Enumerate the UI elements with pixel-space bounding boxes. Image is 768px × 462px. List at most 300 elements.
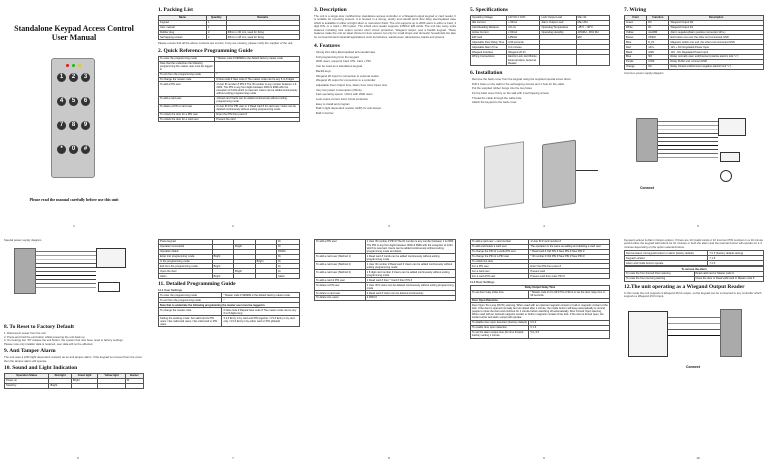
wire-line [36, 267, 96, 268]
user-row-cell: 2 User ID # Users can be deleted continuously without exiting programming mode [365, 283, 455, 291]
packing-title: 1. Packing List [158, 7, 193, 13]
spec-row-cell: EM [576, 35, 609, 40]
relay-title: Relay Output Delay Time [471, 285, 610, 290]
relay-label: To set door relay strike time [471, 290, 529, 298]
status-row [159, 274, 300, 279]
spec-row-cell [576, 55, 609, 66]
user-row-cell: 2 0000 # [365, 296, 455, 301]
quick-row-cell: To unlock the door for a card user [159, 117, 215, 122]
spec-row-cell: 125KHz [507, 35, 540, 40]
spec-row-cell: Max 3A [576, 15, 609, 20]
page-number: 7 [232, 456, 234, 461]
quick-row [159, 82, 300, 96]
diagram-keypad [636, 118, 658, 162]
page-number: 5 [697, 224, 699, 229]
install-diagram [476, 140, 604, 216]
key-7: 7 [57, 121, 66, 130]
install-step: Remove the back cover from the keypad using the supplied special screw driver [472, 76, 571, 81]
wire-line [658, 153, 718, 154]
wire-line [36, 255, 96, 256]
wiring-row-cell: Relay Public end, connect GND [669, 59, 764, 64]
wiring-row-cell: Blue [625, 40, 647, 45]
sound-header: Buzzer [125, 374, 143, 379]
wall-plate [484, 141, 524, 209]
wiring-row-cell: Brown [625, 35, 647, 40]
feature-item: Strong Zinc Alloy Electroplated anti-vandal case [316, 50, 376, 55]
feature-item: Lock output current short circuit protection [316, 96, 369, 101]
status-row-cell: Di [277, 244, 300, 249]
install-step: Put the supplied rubber bungs into the two holes [472, 86, 532, 91]
door-open-title: Door Open Detection [471, 298, 610, 303]
alarm-label: To set the alarm output time (for time limited) Factory setting 1 minute [471, 330, 529, 338]
quick-row-cell: To enter the programming mode [159, 56, 215, 61]
install-list [472, 78, 610, 105]
spec-row-cell: Alarm Output Load [540, 20, 576, 25]
sound-table [4, 373, 144, 389]
sound-header: Operation Status [5, 374, 49, 379]
feat-title: 4. Features [314, 43, 340, 50]
status-row-cell: Alarm [277, 274, 300, 279]
user-row-cell: 1 Read card # Cards can be added continuously without exiting programming mode [365, 254, 455, 262]
page-specs [466, 0, 614, 230]
packing-header: Remarks [226, 15, 299, 20]
quick-row-cell: * Master code # 999999 is the default factory master code [215, 56, 300, 61]
user-settings-title: 11.1 User Settings [158, 288, 183, 292]
remove-row [625, 276, 764, 281]
sound-header: Red light [49, 374, 71, 379]
status-row-cell: In the programming mode [159, 259, 213, 264]
remove-row-cell: Close the door or Read valid card or Master code # [694, 276, 764, 281]
lockout-row [625, 261, 764, 266]
special-keypad [14, 248, 36, 294]
user-row-cell: 1 8 digit card number # Users can be added continuously without exiting programming mode [365, 270, 455, 278]
wiring-row-cell: Purple [625, 59, 647, 64]
sound-row-cell: Stand by [5, 383, 49, 388]
quick-row-cell: Enter the PIN then press # [215, 112, 300, 117]
sound-row-cell: Di [125, 378, 143, 383]
cover-title-line2: User Manual [51, 33, 97, 43]
remove-title: To remove the alarm [625, 267, 764, 272]
spec-row-cell: ≤ 30mA [507, 20, 540, 25]
wiring-row-cell: Yellow [625, 30, 647, 35]
page-programming [154, 234, 304, 462]
wiring-row-cell: D_IN [647, 40, 669, 45]
lockout-row-cell: 7 1 # [708, 256, 764, 261]
install-step: Attach the keypad to the back cover. [472, 100, 518, 105]
change-value: 0 New code # Repeat New code # The master code can be any 6 to 8 digits long [222, 308, 300, 316]
lockout-table [624, 250, 764, 266]
page-wiegand [620, 234, 768, 462]
wire-line [668, 335, 720, 336]
packing-row [159, 35, 300, 40]
quick-row-cell [215, 61, 300, 72]
alarm-value: 5 0~3 # [529, 330, 610, 338]
wiring-row-cell: 12V + DC Regulated Power Input [669, 45, 764, 50]
page-number: 3 [388, 224, 390, 229]
special-diagram-title: Special power supply diagram [4, 238, 42, 242]
wiring-row-cell: COM [647, 59, 669, 64]
cover-title [0, 24, 148, 42]
quick-row-cell: 1 User ID number # PIN # The ID number is any number between 1 & 2000. The PIN is any four digits between 0000 & 9999 with the exception of 1234 which is reserved. Users can be added continuously without exiting programming mode [215, 82, 300, 96]
feature-item: 2000 users, supports Card, PIN, Card + PIN [316, 59, 371, 64]
enable-value: 6 1 # [529, 325, 610, 330]
packing-header: Name [159, 15, 207, 20]
remove-row-cell: Read valid card or Master code # [694, 272, 764, 277]
quick-row-cell: To change the master code [159, 77, 215, 82]
wiring-row-cell: NC [647, 64, 669, 69]
wiring-row-cell: Blue [625, 55, 647, 60]
spec-row-cell: 12V DC ± 10% [507, 15, 540, 20]
wiring-row-cell: NO [647, 55, 669, 60]
spec-row-cell: ≤ 60mA [507, 30, 540, 35]
spec-row-cell: Idle Current [471, 20, 507, 25]
status-row-cell: Bright [212, 274, 234, 279]
spec-row-cell: 10%RH - 90% RH [576, 30, 609, 35]
packing-row-cell: 1 [206, 20, 226, 25]
user-row [315, 296, 456, 301]
lockout-row-cell: 7 2 # [708, 261, 764, 266]
packing-row-cell: Self tapping screws [159, 35, 207, 40]
wiring-row-cell: Black [625, 50, 647, 55]
enable-label: To enable door open detection [471, 325, 529, 330]
wiring-row [625, 64, 764, 69]
cable [576, 170, 598, 171]
wire-line [658, 121, 718, 122]
wire-line [658, 157, 718, 158]
quick-row-cell: 0 New code # New code # The master code can be any 6 to 8 digits [215, 77, 300, 82]
spec-row-cell: Operating Temperature [540, 25, 576, 30]
wiring-row-cell: OPEN [647, 35, 669, 40]
status-row-cell: Alarm [159, 274, 213, 279]
feature-item: Full programming from the keypad [316, 54, 359, 59]
setting-label: Setting the working mode: Set valid card & PIN users / Set valid card users / Set valid card or PIN users [159, 316, 222, 327]
user-row-cell: To add a PIN user [315, 240, 366, 254]
install-step: Fix the back cover firmly on the wall with 2 self tapping screws [472, 91, 549, 95]
spec-table [470, 15, 610, 66]
status-row-cell: Bright [234, 244, 256, 249]
status-row-cell: Operation failed [159, 249, 213, 254]
desc-title: 3. Description [314, 7, 347, 13]
packing-row-cell: Rubber plug [159, 30, 207, 35]
desc-text: The unit is a single door multifunction standalone access controller or a Wiegand output keypad or card reader. It is suitable for mounting indoors. It is housed in a strong, sturdy and vandal proof Zinc Alloy electroplated case which is available in either a bright silver or matt silver finish. The unit supports up to 2000 users in either a Card, 4 digit PIN, or a Card + PIN option. The inbuilt card reader supports 125KHz EM cards. The unit has many extra features including lock output current short circuit protection, Wiegand output, and a backlit keypad. These features make the unit an ideal choice for door access not only for small shops and domestic households but also for commercial and industrial applications such as factories, warehouses, laboratories, banks and prisons. [314, 13, 456, 39]
key-1: 1 [57, 73, 66, 82]
page-number: 1 [73, 224, 75, 229]
status-row-cell: Enter into programming mode [159, 254, 213, 259]
page-description [310, 0, 460, 230]
key-2: 2 [69, 73, 78, 82]
page-number: 8 [388, 456, 390, 461]
detail-title: 11. Detailed Programming Guide [158, 281, 236, 288]
feature-list [316, 51, 456, 115]
wire-line [36, 287, 96, 288]
change-label: To change the master code [159, 308, 222, 316]
card-row-cell: To add a card user + card number [471, 240, 529, 245]
wire-line [36, 275, 96, 276]
feature-item: Very low power consumption (30mA) [316, 87, 362, 92]
spec-title: 5. Specifications [470, 7, 508, 13]
key-5: 5 [69, 97, 78, 106]
remove-row-cell: To reset the from Forced Door warning [625, 272, 695, 277]
user-row-cell: To add a card user (Method 2) [315, 262, 366, 270]
page-door [466, 234, 614, 462]
status-row-cell: Di [277, 259, 300, 264]
packing-header: Quantity [206, 15, 226, 20]
status-row-cell: Di [277, 254, 300, 259]
wiring-row-cell: Red [625, 45, 647, 50]
status-row-cell: Bright [212, 264, 234, 269]
wiring-row-cell: D1 [647, 25, 669, 30]
wiegand-controller [628, 311, 668, 357]
wire-line [658, 133, 718, 134]
wiring-row-cell: Orange [625, 64, 647, 69]
card-row-cell: For a card+PIN user [471, 274, 529, 279]
enter-label: To enter the programming mode [159, 293, 222, 298]
card-row-cell: For a card user [471, 269, 529, 274]
sound-row [5, 383, 144, 388]
quick-row-cell: To add a PIN user [159, 82, 215, 96]
spec-row [471, 55, 610, 66]
disable-value: 6 0 # [529, 320, 610, 325]
wire-line [36, 259, 96, 260]
lockout-text: Keypad Lockout & Alarm Output options: If there are 10 invalid cards or 10 incorrect PIN numbers in a 10 minute period either the keypad will lockout for 10 minutes or both the alarm and the internal buzzer will operate for 1-3 minutes depending on the option selected below. [624, 238, 763, 249]
wiring-row-cell: Relay Closed end(Connect negative electric lock "+") [669, 64, 764, 69]
card-row-cell: For a PIN user [471, 264, 529, 269]
feature-item: Fast operating speed, <20ms with 2000 users [316, 92, 373, 97]
status-row-cell: Exit from the programming mode [159, 264, 213, 269]
feature-item: Wiegand 26 output for connection to a controller [316, 78, 376, 83]
special-power [96, 248, 126, 268]
wire-line [36, 271, 96, 272]
page-cover [0, 0, 148, 230]
card-row-cell: To change the PIN of a PIN user [471, 254, 529, 259]
status-table [158, 239, 300, 279]
diagram-caption: Common power supply diagram [624, 70, 664, 75]
feature-item: Built in buzzer [316, 110, 334, 115]
power-diagram [628, 112, 758, 216]
feature-item: Built in light dependent resistor (LDR) for anti tamper [316, 106, 382, 111]
wiring-table [624, 15, 764, 70]
install-step: Drill 2 holes on the wall for the self-tapping screws and 1 hole for the cable [472, 81, 565, 86]
special-lock [98, 282, 120, 292]
disable-label: To disable door open detection (Factory default) [472, 321, 527, 325]
exit-value: * [222, 298, 300, 303]
feature-item: Wiegand 26 input for connection to external reader [316, 73, 379, 78]
led-red [66, 64, 69, 67]
quick-row-cell: Present the card [215, 117, 300, 122]
wire-line [36, 279, 96, 280]
spec-row-cell: -45°C ~ 60°C [576, 25, 609, 30]
door-table [470, 285, 610, 339]
user-row [315, 283, 456, 291]
card-row-cell: Present card then enter PIN # [529, 274, 610, 279]
quick-row-cell: 2 User ID # for PIN user or 2 Read card # for card user. Users can be deleted continuously without exiting programming mode [215, 104, 300, 112]
spec-row-cell: 3-6 cm [507, 25, 540, 30]
feature-item: Backlit keys [316, 68, 331, 73]
wire-line [36, 283, 96, 284]
status-row-cell: Bright [212, 254, 234, 259]
status-row-cell: Bright [255, 259, 277, 264]
quick-table [158, 56, 300, 123]
sound-row-cell [71, 383, 97, 388]
wire-line [658, 145, 718, 146]
lockout-row-cell: Keypad Lockout [625, 256, 708, 261]
relay-value: * Master code # 4 0~99 # The 0-99 is to set the door relay time 0-99 seconds [529, 290, 610, 298]
wire-line [658, 141, 718, 142]
lockout-row-cell: Normal status: No keypad lockout or alarm (factory default) [625, 251, 708, 256]
feature-item: Can be used as a standalone keypad [316, 64, 363, 69]
card-row-cell: * Read card # Old PIN # New PIN # New PIN # [529, 249, 610, 254]
key-6: 6 [81, 97, 90, 106]
packing-row-cell: Keypad [159, 20, 207, 25]
user-row-cell: To delete ALL users [315, 296, 366, 301]
diagram-lock [720, 152, 740, 162]
spec-row-cell: Wiegand 26 bit [507, 50, 540, 55]
page-number: 6 [77, 456, 79, 461]
card-row-cell: To add and Delete a card user [471, 244, 529, 249]
connect-label: Connect [686, 364, 700, 369]
wiring-title: 7. Wiring [624, 7, 647, 13]
spec-row-cell: Card Reading Distance [471, 25, 507, 30]
page-number: 2 [232, 224, 234, 229]
packing-row-cell: 1 [206, 25, 226, 30]
cover-title-line1: Standalone Keypad Access Control [14, 24, 134, 33]
card-table [470, 239, 610, 279]
status-row-cell [255, 274, 277, 279]
key-9: 9 [81, 121, 90, 130]
card-row-cell: 1 User ID # card number # [529, 240, 610, 245]
card-row-cell: To change the PIN of a card+PIN user [471, 249, 529, 254]
special-diagram [4, 242, 144, 322]
packing-note: Please ensure that all the above contents are correct, if any are missing, please notify the supplier of the unit. [158, 41, 294, 46]
sound-row-cell: Bright [71, 378, 97, 383]
connect-label: Connect [640, 186, 654, 190]
user-row-cell: 2 Read card # Users can be deleted continuously [365, 291, 455, 296]
reset-title: 8. To Reset to Factory Default [4, 324, 74, 331]
card-row-cell: * ID number # Old PIN # New PIN # New PIN # [529, 254, 610, 259]
user-row-cell: 1 Read card # then * Card # then PIN # [365, 278, 455, 283]
user-row-cell: To delete a PIN user [315, 283, 366, 291]
wiring-row-cell: 12V+ [647, 45, 669, 50]
wire-line [668, 323, 720, 324]
sound-row-cell: Bright [49, 383, 71, 388]
install-title: 6. Installation [470, 70, 503, 77]
user-row-cell: To add a card user (Method 1) [315, 254, 366, 262]
page-reset [0, 234, 148, 462]
wiegand-title: 12.The unit operating as a Wiegand Output Reader [624, 283, 745, 290]
spec-row-cell: 0-3 minutes [507, 45, 540, 50]
quick-row [159, 61, 300, 72]
spec-row-cell: Operating Voltage [471, 15, 507, 20]
exit-label: To exit from the programming mode [159, 298, 222, 303]
diagram-exit-button [720, 170, 732, 182]
wiring-row-cell: 12V - DC Regulated Power Input [669, 50, 764, 55]
quick-row [159, 96, 300, 104]
wiring-row-cell: D0 [647, 20, 669, 25]
sound-row-cell [125, 383, 143, 388]
user-row-cell: 1 User ID number # Read card # Users can be added continuously without exiting programming mode [365, 262, 455, 270]
wire-line [36, 263, 96, 264]
spec-row-cell: Operating Humidity [540, 30, 576, 35]
sound-title: 10. Sound and Light Indication [4, 365, 78, 372]
status-row-cell: DiDiDi [277, 249, 300, 254]
led-green [72, 64, 75, 67]
key-3: 3 [81, 73, 90, 82]
sound-row-cell [98, 383, 125, 388]
diagram-power-unit [718, 118, 746, 136]
page-packing [154, 0, 304, 230]
wiring-row-cell: Relay normally open end(Connect positive electric lock "+") [669, 55, 764, 60]
tamper-text: The unit uses a LDR (light dependent resistor) as an anti tamper alarm. If the keypad is removed from the cover then the tamper alarm will operate. [4, 355, 143, 363]
remove-table [624, 266, 764, 282]
spec-row-cell: EM Card [471, 35, 507, 40]
quick-row-cell: To add a card user [159, 96, 215, 104]
wire-line [658, 137, 718, 138]
card-row-cell: To unlock the door [471, 259, 529, 264]
keypad-photo [51, 58, 95, 178]
wiring-row-cell: Magnetic switch one end, the other end connected GND [669, 40, 764, 45]
wiegand-text: In this mode the unit supports a Wiegand 26 bit output, so the keypad can be connected to any controller which supports a Wiegand 26 bit input. [624, 290, 762, 299]
packing-row-cell: Φ4mm x 28 mm, used for fixing [226, 35, 299, 40]
wiring-header: Description [669, 15, 764, 20]
card-row-cell: The operation is the same as adding and deleting a card user [529, 244, 610, 249]
wiring-row-cell: Green [625, 20, 647, 25]
wiring-row-cell: White [625, 25, 647, 30]
wiring-row-cell: GND [647, 50, 669, 55]
wire-line [658, 149, 718, 150]
user-row-cell: To delete a card user [315, 291, 366, 296]
feature-item: Easy to install and program [316, 101, 350, 106]
key-*: * [57, 145, 66, 154]
tamper-title: 9. Anti Tamper Alarm [4, 348, 56, 355]
user-row-cell: To add a card & PIN user [315, 278, 366, 283]
key-4: 4 [57, 97, 66, 106]
door-open-text: Door Open Too Long (DOTL) warning. When used with an optional magnetic contact or built-in magnetic contact of the lock. If the door is opened normally but not closed after 1 minute, the inside buzzer will beep automatically to remind people to close the door and continue for 1 minute before switching off automatically. Door Forced Open warning. When used with an optional magnetic contact or built-in magnetic contact of the lock. If the door is forced open, the inside buzzer and alarm output will operate. [472, 303, 608, 320]
status-row-cell: Press keypad [159, 240, 213, 245]
spec-row-cell: Wiegand Interface [471, 50, 507, 55]
user-row [315, 270, 456, 278]
card-row-cell: Enter the PIN then press # [529, 264, 610, 269]
wire-line [668, 317, 720, 318]
packing-row-cell: Φ6mm x 30 mm, used for fixing [226, 30, 299, 35]
user-row [315, 262, 456, 270]
spec-row-cell: Lock Output Load [540, 15, 576, 20]
spec-row-cell: Electric Lock, Exit Button, External Alarm, External Reader [507, 55, 540, 66]
quick-row-cell: 1 Read card Cards can be added continuously without exiting programming mode [215, 96, 300, 104]
wire-line [668, 329, 720, 330]
quick-row-cell: To unlock the door for a PIN user [159, 112, 215, 117]
mounted-keypad [542, 140, 576, 209]
quick-row [159, 117, 300, 122]
spec-row-cell: Adjustable Door Relay Time [471, 40, 507, 45]
status-row-cell: Di [277, 240, 300, 245]
page-number: 9 [543, 456, 545, 461]
spec-row-cell: Adjustable Alarm Time [471, 45, 507, 50]
setting-value: 3 4 # Entry is by card and PIN together / 3 5 # Entry is by card only / 3 6 # Entry is by either card or PIN (default) [222, 316, 300, 327]
user-row-cell: To add a card user (Method 3) [315, 270, 366, 278]
quick-title: 2. Quick Reference Programming Guide [158, 47, 253, 54]
master-note: Note that to undertake the following programming the master user must be logged in [159, 303, 300, 308]
cover-footer: Please read the manual carefully before use this unit [29, 197, 119, 202]
card-row [471, 274, 610, 279]
wiegand-keypad [720, 309, 742, 357]
quick-row-cell: To delete a PIN or card user [159, 104, 215, 112]
wiring-row-cell: Wiegand Output D1 [669, 25, 764, 30]
install-step: Thread the cable through the cable hole [472, 95, 522, 100]
page-number: 10 [696, 456, 700, 461]
page-users [310, 234, 460, 462]
sound-row-cell: Power on [5, 378, 49, 383]
page-wiring [620, 0, 768, 230]
